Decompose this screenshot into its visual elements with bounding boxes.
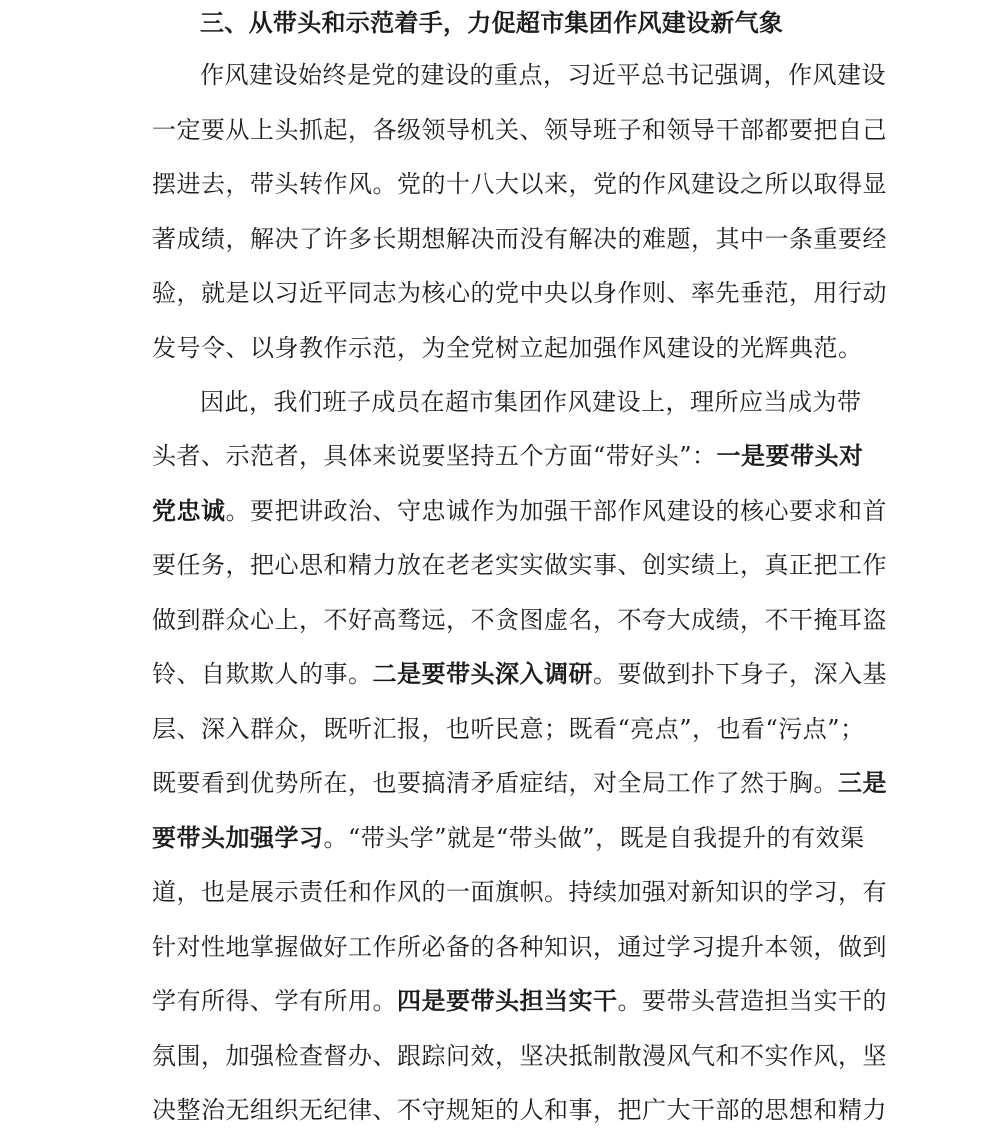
paragraph-2-line-10: 道，也是展示责任和作风的一面旗帜。持续加强对新知识的学习，有 [152,878,887,906]
emphasis-text: 四是要带头担当实干 [397,986,618,1015]
paragraph-1-line-4: 著成绩，解决了许多长期想解决而没有解决的难题，其中一条重要经 [152,225,887,253]
paragraph-1-line-6: 发号令、以身教作示范，为全党树立起加强作风建设的光辉典范。 [152,334,863,362]
text-run: 。要把讲政治、守忠诚作为加强干部作风建设的核心要求和首 [225,497,887,525]
paragraph-2-line-2 [152,441,864,471]
paragraph-2-line-6 [152,659,887,689]
paragraph-2-line-14: 决整治无组织无纪律、不守规矩的人和事，把广大干部的思想和精力 [152,1096,887,1124]
emphasis-text: 三是 [838,768,887,797]
text-run: 学有所得、学有所用。 [152,987,397,1015]
paragraph-2-line-5: 做到群众心上，不好高骛远，不贪图虚名，不夸大成绩，不干掩耳盗 [152,606,887,634]
paragraph-2-line-7: 层、深入群众，既听汇报，也听民意；既看“亮点”，也看“污点”； [152,715,865,743]
text-run: 头者、示范者，具体来说要坚持五个方面“带好头”： [152,442,717,470]
section-heading: 三、从带头和示范着手，力促超市集团作风建设新气象 [200,8,784,37]
paragraph-2-line-12 [152,986,887,1016]
text-run: 既要看到优势所在，也要搞清矛盾症结，对全局工作了然于胸。 [152,769,838,797]
paragraph-1-line-3: 摆进去，带头转作风。党的十八大以来，党的作风建设之所以取得显 [152,170,887,198]
emphasis-text: 二是要带头深入调研 [372,659,593,688]
paragraph-2-line-13: 氛围，加强检查督办、跟踪问效，坚决抵制散漫风气和不实作风，坚 [152,1042,887,1070]
emphasis-text: 要带头加强学习 [152,823,324,852]
text-run: 。要带头营造担当实干的 [617,987,887,1015]
paragraph-1-line-5: 验，就是以习近平同志为核心的党中央以身作则、率先垂范，用行动 [152,279,887,307]
paragraph-2-line-3 [152,496,887,526]
emphasis-text: 党忠诚 [152,496,226,525]
paragraph-1-line-1: 作风建设始终是党的建设的重点，习近平总书记强调，作风建设 [200,61,886,89]
paragraph-2-line-9 [152,823,865,853]
paragraph-2-line-11: 针对性地掌握做好工作所必备的各种知识，通过学习提升本领，做到 [152,933,887,961]
text-run: 。要做到扑下身子，深入基 [593,660,887,688]
text-run: 铃、自欺欺人的事。 [152,660,373,688]
paragraph-2-line-8 [152,768,887,798]
text-run: 。“带头学”就是“带头做”，既是自我提升的有效渠 [323,824,865,852]
paragraph-1-line-2: 一定要从上头抓起，各级领导机关、领导班子和领导干部都要把自己 [152,116,887,144]
paragraph-2-line-4: 要任务，把心思和精力放在老老实实做实事、创实绩上，真正把工作 [152,551,887,579]
emphasis-text: 一是要带头对 [716,441,864,470]
paragraph-2-line-1: 因此，我们班子成员在超市集团作风建设上，理所应当成为带 [200,388,862,416]
